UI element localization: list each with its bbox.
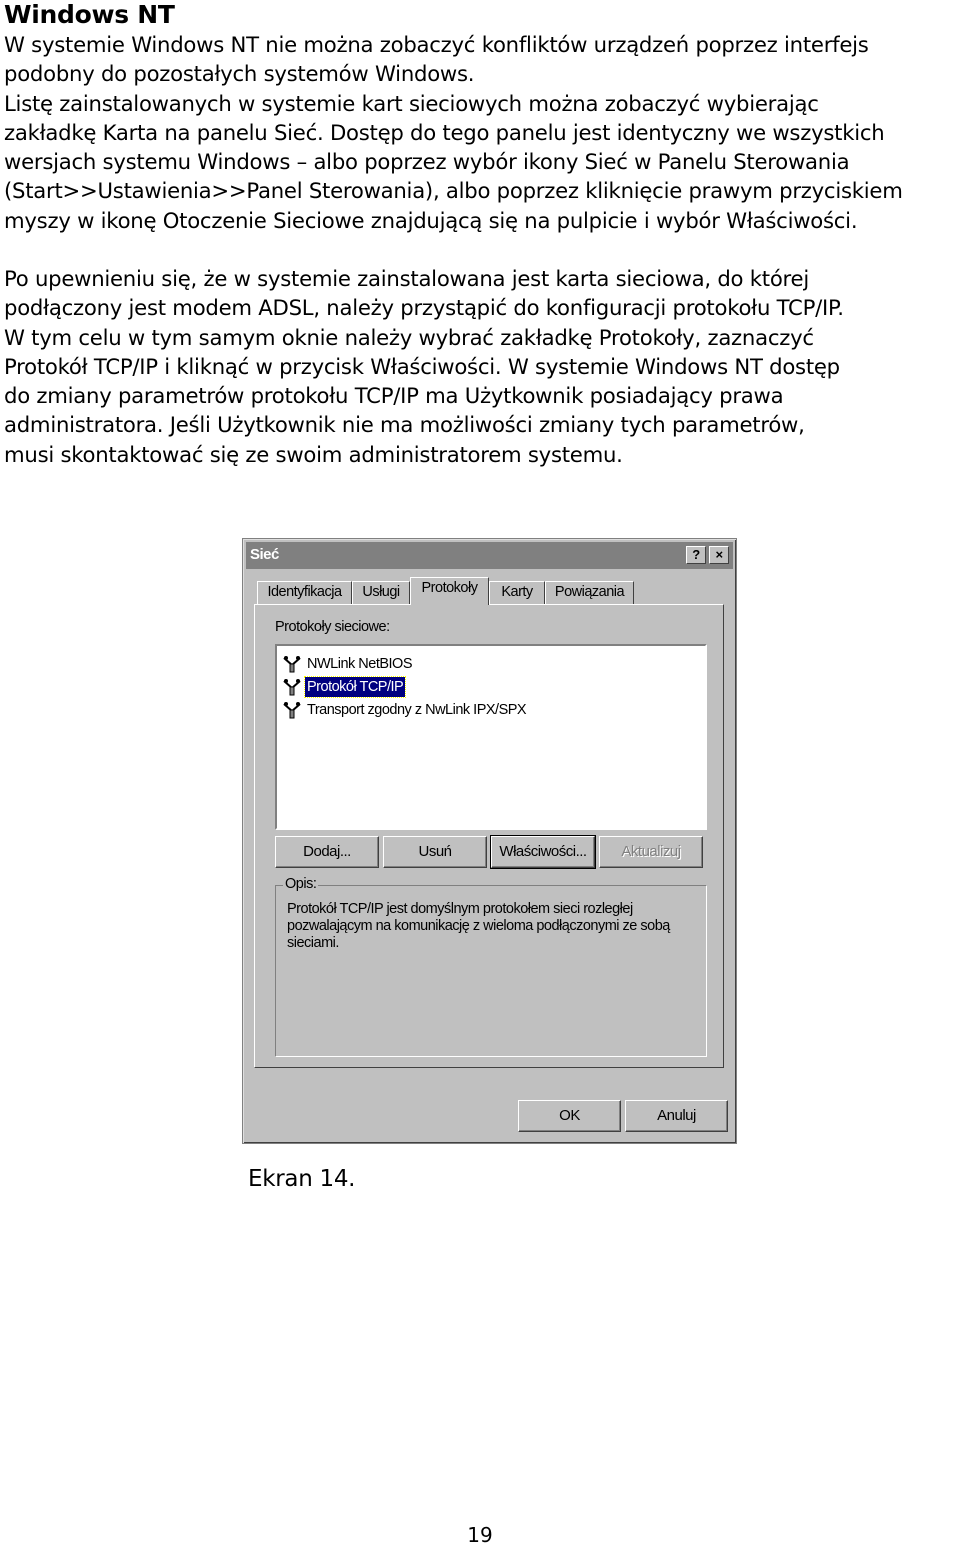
description-label: Opis:: [285, 876, 317, 892]
help-button[interactable]: ?: [686, 546, 706, 564]
close-button[interactable]: ×: [709, 546, 729, 564]
tab-identyfikacja[interactable]: Identyfikacja: [257, 581, 352, 604]
text-line: administratora. Jeśli Użytkownik nie ma możliwości zmiany tych parametrów,: [4, 412, 805, 438]
text-line: do zmiany parametrów protokołu TCP/IP ma Użytkownik posiadający prawa: [4, 383, 784, 409]
text-line: musi skontaktować się ze swoim administratorem systemu.: [4, 441, 623, 467]
description-text: Protokół TCP/IP jest domyślnym protokołem sieci rozległej pozwalającym na komunikację z wieloma podłączonymi ze sobą sieciami.: [287, 901, 670, 951]
text-line: Po upewnieniu się, że w systemie zainstalowana jest karta sieciowa, do której: [4, 266, 809, 291]
tab-powiazania[interactable]: Powiązania: [545, 581, 634, 604]
text-line: zakładkę Karta na panelu Sieć. Dostęp do tego panelu jest identyczny we wszystkich: [4, 119, 885, 145]
figure-caption: Ekran 14.: [248, 1166, 356, 1192]
section-heading: Windows NT: [4, 0, 175, 29]
ok-button[interactable]: OK: [518, 1100, 621, 1132]
tab-protokoly[interactable]: Protokoły: [410, 577, 489, 605]
text-line: podłączony jest modem ADSL, należy przystąpić do konfiguracji protokołu TCP/IP.: [4, 295, 844, 321]
text-line: W tym celu w tym samym oknie należy wybrać zakładkę Protokoły, zaznaczyć: [4, 324, 814, 350]
page-number: 19: [467, 1523, 493, 1547]
text-line: Protokół TCP/IP i kliknąć w przycisk Właściwości. W systemie Windows NT dostęp: [4, 353, 840, 379]
cancel-button[interactable]: Anuluj: [625, 1100, 728, 1132]
dialog-titlebar: [246, 542, 733, 569]
add-button[interactable]: Dodaj...: [275, 836, 379, 868]
protocol-name: Transport zgodny z NwLink IPX/SPX: [307, 702, 527, 718]
text-line: wersjach systemu Windows – albo poprzez wybór ikony Sieć w Panelu Sterowania: [4, 149, 850, 175]
paragraph-1: [4, 30, 960, 235]
paragraph-2: [4, 264, 960, 469]
tab-karty[interactable]: Karty: [489, 581, 545, 604]
network-protocol-icon: [283, 655, 301, 673]
network-protocol-icon: [283, 678, 301, 696]
protocol-name: NWLink NetBIOS: [307, 656, 412, 672]
update-button[interactable]: Aktualizuj: [599, 836, 703, 868]
text-line: (Start>>Ustawienia>>Panel Sterowania), albo poprzez kliknięcie prawym przyciskiem: [4, 178, 903, 204]
protocol-name: Protokół TCP/IP: [307, 679, 404, 695]
network-dialog: [242, 538, 737, 1144]
remove-button[interactable]: Usuń: [383, 836, 487, 868]
properties-button[interactable]: Właściwości...: [491, 836, 595, 868]
text-line: myszy w ikonę Otoczenie Sieciowe znajdującą się na pulpicie i wybór Właściwości.: [4, 207, 858, 233]
text-line: Listę zainstalowanych w systemie kart sieciowych można zobaczyć wybierając: [4, 90, 819, 116]
text-line: podobny do pozostałych systemów Windows.: [4, 61, 475, 87]
network-protocol-icon: [283, 701, 301, 719]
dialog-title: Sieć: [250, 546, 279, 563]
protocols-listbox[interactable]: [275, 644, 707, 830]
tab-uslugi[interactable]: Usługi: [352, 581, 410, 604]
protocols-list-label: Protokoły sieciowe:: [275, 619, 390, 635]
text-line: W systemie Windows NT nie można zobaczyć konfliktów urządzeń poprzez interfejs: [4, 32, 869, 57]
